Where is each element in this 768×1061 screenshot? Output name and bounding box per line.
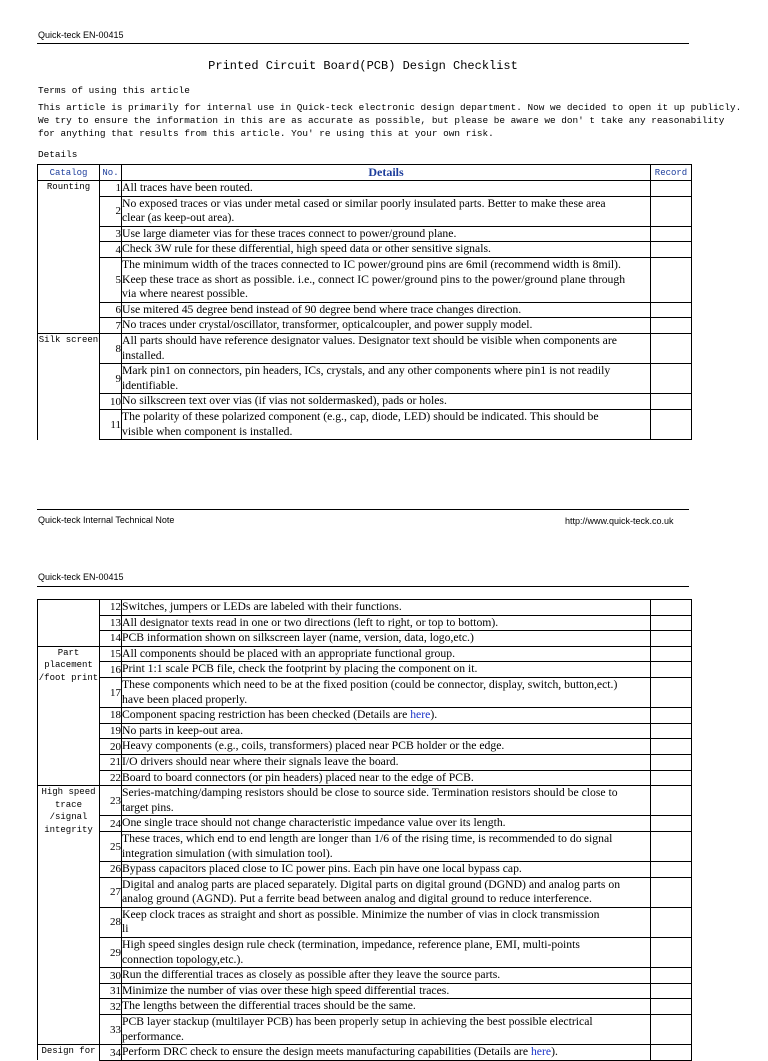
catalog-cell xyxy=(38,600,100,647)
record-cell[interactable] xyxy=(651,938,692,968)
table-row xyxy=(38,181,692,197)
record-cell[interactable] xyxy=(651,677,692,707)
record-cell[interactable] xyxy=(651,333,692,363)
item-detail xyxy=(122,754,651,770)
table-row xyxy=(38,1045,692,1061)
item-number: 3 xyxy=(100,226,122,242)
detail-line: No traces under crystal/oscillator, transformer, opticalcoupler, and power supply model. xyxy=(122,318,533,332)
detail-line: All components should be placed with an appropriate functional group. xyxy=(122,646,456,660)
item-detail xyxy=(122,181,651,197)
detail-line: identifiable. xyxy=(122,378,179,392)
item-number: 9 xyxy=(100,364,122,394)
record-cell[interactable] xyxy=(651,646,692,662)
table-row xyxy=(38,242,692,258)
detail-line: target pins. xyxy=(122,800,174,814)
item-detail xyxy=(122,723,651,739)
detail-line: integration simulation (with simulation tool). xyxy=(122,846,333,860)
item-detail xyxy=(122,968,651,984)
item-number: 6 xyxy=(100,302,122,318)
detail-line: Use large diameter vias for these traces connect to power/ground plane. xyxy=(122,226,457,240)
record-cell[interactable] xyxy=(651,862,692,878)
item-detail xyxy=(122,1045,651,1061)
item-detail xyxy=(122,615,651,631)
catalog-label: /signal xyxy=(49,812,88,823)
item-detail xyxy=(122,646,651,662)
record-cell[interactable] xyxy=(651,770,692,786)
intro-line-1: This article is primarily for internal use in Quick-teck electronic design department. Now we decided to open it up publicly. xyxy=(38,102,742,113)
item-number: 4 xyxy=(100,242,122,258)
item-number: 25 xyxy=(100,831,122,861)
item-number: 11 xyxy=(100,409,122,439)
record-cell[interactable] xyxy=(651,662,692,678)
detail-line: Bypass capacitors placed close to IC power pins. Each pin have one local bypass cap. xyxy=(122,862,522,876)
detail-line: Keep these trace as short as possible. i.e., connect IC power/ground pins to the power/ground plane through xyxy=(122,272,626,286)
record-cell[interactable] xyxy=(651,181,692,197)
catalog-cell xyxy=(38,1045,100,1061)
column-header-record: Record xyxy=(651,165,692,181)
detail-line: Digital and analog parts are placed separately. Digital parts on digital ground (DGND) and analog parts on xyxy=(122,877,621,891)
table-row xyxy=(38,615,692,631)
table-row xyxy=(38,318,692,334)
item-number: 16 xyxy=(100,662,122,678)
item-detail xyxy=(122,770,651,786)
checklist-table-page2 xyxy=(37,599,692,1061)
detail-line: PCB information shown on silkscreen layer (name, version, data, logo,etc.) xyxy=(122,631,474,645)
item-number: 10 xyxy=(100,394,122,410)
header-rule-page2 xyxy=(37,586,689,587)
table-row xyxy=(38,333,692,363)
catalog-label: Rounting xyxy=(46,182,91,192)
table-row xyxy=(38,816,692,832)
item-detail xyxy=(122,257,651,302)
record-cell[interactable] xyxy=(651,739,692,755)
record-cell[interactable] xyxy=(651,1015,692,1045)
table-row xyxy=(38,831,692,861)
record-cell[interactable] xyxy=(651,831,692,861)
detail-line: One single trace should not change characteristic impedance value over its length. xyxy=(122,816,506,830)
record-cell[interactable] xyxy=(651,257,692,302)
record-cell[interactable] xyxy=(651,242,692,258)
item-number: 24 xyxy=(100,816,122,832)
catalog-label: Silk screen xyxy=(38,334,99,345)
item-number: 18 xyxy=(100,708,122,724)
catalog-label: placement xyxy=(44,660,93,671)
item-detail xyxy=(122,1015,651,1045)
table-row xyxy=(38,394,692,410)
record-cell[interactable] xyxy=(651,409,692,439)
item-number: 15 xyxy=(100,646,122,662)
record-cell[interactable] xyxy=(651,877,692,907)
detail-line: I/O drivers should near where their signals leave the board. xyxy=(122,754,399,768)
detail-line: All parts should have reference designator values. Designator text should be visible when components are xyxy=(122,333,617,347)
record-cell[interactable] xyxy=(651,968,692,984)
record-cell[interactable] xyxy=(651,708,692,724)
detail-line: All traces have been routed. xyxy=(122,181,253,194)
detail-line: analog ground (AGND). Put a ferrite bead between analog and digital ground to reduce interference. xyxy=(122,892,592,906)
item-detail xyxy=(122,333,651,363)
item-number: 22 xyxy=(100,770,122,786)
table-row xyxy=(38,600,692,616)
details-heading: Details xyxy=(38,149,78,160)
item-number: 30 xyxy=(100,968,122,984)
item-detail xyxy=(122,708,651,724)
item-number: 12 xyxy=(100,600,122,616)
item-detail xyxy=(122,907,651,937)
table-row xyxy=(38,409,692,439)
table-row xyxy=(38,983,692,999)
detail-line-end: ). xyxy=(551,1045,558,1059)
item-number: 14 xyxy=(100,631,122,647)
table-row xyxy=(38,226,692,242)
detail-line: connection topology,etc.). xyxy=(122,952,244,966)
footer-url-text: http://www.quick-teck.co.uk xyxy=(565,516,674,526)
catalog-cell xyxy=(38,786,100,1045)
detail-line: Minimize the number of vias over these high speed differential traces. xyxy=(122,983,450,997)
detail-line: The polarity of these polarized component (e.g., cap, diode, LED) should be indicated. This should be xyxy=(122,409,599,423)
table-row xyxy=(38,631,692,647)
detail-line: Use mitered 45 degree bend instead of 90 degree bend where trace changes direction. xyxy=(122,302,522,316)
table-row xyxy=(38,302,692,318)
table-row xyxy=(38,786,692,816)
detail-line: All designator texts read in one or two directions (left to right, or top to bottom). xyxy=(122,615,499,629)
detail-line: Perform DRC check to ensure the design meets manufacturing capabilities (Details are here). xyxy=(122,1045,558,1059)
detail-line: The lengths between the differential traces should be the same. xyxy=(122,999,416,1013)
record-cell[interactable] xyxy=(651,1045,692,1061)
item-detail xyxy=(122,999,651,1015)
item-number: 29 xyxy=(100,938,122,968)
item-detail xyxy=(122,302,651,318)
item-number: 27 xyxy=(100,877,122,907)
record-cell[interactable] xyxy=(651,615,692,631)
table-row xyxy=(38,196,692,226)
table-row xyxy=(38,999,692,1015)
record-cell[interactable] xyxy=(651,318,692,334)
item-detail xyxy=(122,318,651,334)
item-detail xyxy=(122,983,651,999)
item-detail xyxy=(122,226,651,242)
record-cell[interactable] xyxy=(651,754,692,770)
record-cell[interactable] xyxy=(651,226,692,242)
detail-line: Print 1:1 scale PCB file, check the footprint by placing the component on it. xyxy=(122,662,478,676)
table-row xyxy=(38,968,692,984)
item-number: 34 xyxy=(100,1045,122,1061)
catalog-cell xyxy=(38,646,100,785)
item-detail xyxy=(122,816,651,832)
detail-line: Mark pin1 on connectors, pin headers, ICs, crystals, and any other components where pin1 is not readily xyxy=(122,364,611,378)
catalog-label: High speed xyxy=(41,787,96,798)
item-detail xyxy=(122,862,651,878)
detail-line: No parts in keep-out area. xyxy=(122,723,244,737)
item-number: 17 xyxy=(100,677,122,707)
item-detail xyxy=(122,631,651,647)
item-detail xyxy=(122,409,651,439)
item-number: 19 xyxy=(100,723,122,739)
detail-line: Switches, jumpers or LEDs are labeled with their functions. xyxy=(122,600,402,613)
record-cell[interactable] xyxy=(651,907,692,937)
table-row xyxy=(38,877,692,907)
item-detail xyxy=(122,662,651,678)
table-row xyxy=(38,708,692,724)
item-detail xyxy=(122,364,651,394)
detail-line: Component spacing restriction has been checked (Details are here). xyxy=(122,708,438,722)
detail-line: Series-matching/damping resistors should be close to source side. Termination resistors should be close to xyxy=(122,786,618,800)
item-number: 26 xyxy=(100,862,122,878)
record-cell[interactable] xyxy=(651,631,692,647)
catalog-label: integrity xyxy=(44,824,93,835)
detail-line: li xyxy=(122,922,129,936)
item-number: 32 xyxy=(100,999,122,1015)
table-row xyxy=(38,646,692,662)
footer-left-text: Quick-teck Internal Technical Note xyxy=(38,515,175,525)
detail-line: performance. xyxy=(122,1029,184,1043)
detail-line: No exposed traces or vias under metal cased or similar poorly insulated parts. Better to make these area xyxy=(122,196,606,210)
item-number: 1 xyxy=(100,181,122,197)
column-header-catalog: Catalog xyxy=(38,165,100,181)
item-number: 33 xyxy=(100,1015,122,1045)
detail-line: The minimum width of the traces connected to IC power/ground pins are 6mil (recommend width is 8mil). xyxy=(122,257,621,271)
catalog-cell xyxy=(38,333,100,439)
table-row xyxy=(38,1015,692,1045)
record-cell[interactable] xyxy=(651,364,692,394)
item-detail xyxy=(122,831,651,861)
table-row xyxy=(38,862,692,878)
item-number: 20 xyxy=(100,739,122,755)
detail-line: No silkscreen text over vias (if vias not soldermasked), pads or holes. xyxy=(122,394,447,408)
details-here-link[interactable]: here xyxy=(530,1045,552,1059)
item-detail xyxy=(122,877,651,907)
doc-id-header-page2: Quick-teck EN-00415 xyxy=(38,572,124,582)
item-number: 2 xyxy=(100,196,122,226)
record-cell[interactable] xyxy=(651,816,692,832)
record-cell[interactable] xyxy=(651,786,692,816)
detail-line: Board to board connectors (or pin headers) placed near to the edge of PCB. xyxy=(122,770,474,784)
record-cell[interactable] xyxy=(651,600,692,616)
item-detail xyxy=(122,394,651,410)
footer-rule xyxy=(37,509,689,510)
catalog-cell xyxy=(38,181,100,334)
catalog-label: Design for xyxy=(41,1046,96,1057)
record-cell[interactable] xyxy=(651,394,692,410)
terms-heading: Terms of using this article xyxy=(38,85,190,96)
column-header-details: Details xyxy=(122,165,651,181)
table-row xyxy=(38,364,692,394)
item-number: 23 xyxy=(100,786,122,816)
detail-line: Heavy components (e.g., coils, transformers) placed near PCB holder or the edge. xyxy=(122,739,505,753)
record-cell[interactable] xyxy=(651,302,692,318)
item-number: 7 xyxy=(100,318,122,334)
item-number: 13 xyxy=(100,615,122,631)
detail-line: visible when component is installed. xyxy=(122,424,293,438)
item-number: 31 xyxy=(100,983,122,999)
detail-line: clear (as keep-out area). xyxy=(122,211,235,225)
detail-line: High speed singles design rule check (termination, impedance, reference plane, EMI, multi-points xyxy=(122,938,580,952)
doc-id-header: Quick-teck EN-00415 xyxy=(38,30,124,40)
detail-line: Check 3W rule for these differential, high speed data or other sensitive signals. xyxy=(122,242,491,256)
catalog-label: /foot print xyxy=(38,672,99,683)
detail-line: installed. xyxy=(122,348,165,362)
catalog-label: Part xyxy=(57,647,80,658)
detail-line: Keep clock traces as straight and short as possible. Minimize the number of vias in clock transmission xyxy=(122,907,600,921)
detail-line: have been placed properly. xyxy=(122,692,248,706)
record-cell[interactable] xyxy=(651,983,692,999)
table-row xyxy=(38,754,692,770)
item-number: 21 xyxy=(100,754,122,770)
table-row xyxy=(38,907,692,937)
item-detail xyxy=(122,196,651,226)
detail-line: PCB layer stackup (multilayer PCB) has been properly setup in achieving the best possible electrical xyxy=(122,1015,593,1029)
checklist-table-page1 xyxy=(37,164,692,440)
page-title: Printed Circuit Board(PCB) Design Checklist xyxy=(208,59,518,73)
detail-line: These traces, which end to end length are longer than 1/6 of the rising time, is recommended to do signal xyxy=(122,831,613,845)
catalog-label: trace xyxy=(54,799,82,810)
table-row xyxy=(38,938,692,968)
detail-line: These components which need to be at the fixed position (could be connector, display, switch, button,ect.) xyxy=(122,677,618,691)
table-row xyxy=(38,770,692,786)
table-row xyxy=(38,662,692,678)
detail-line-end: ). xyxy=(430,708,438,722)
item-detail xyxy=(122,677,651,707)
item-detail xyxy=(122,242,651,258)
table-row xyxy=(38,723,692,739)
detail-line: Run the differential traces as closely as possible after they leave the source parts. xyxy=(122,968,501,982)
table-row xyxy=(38,677,692,707)
item-detail xyxy=(122,739,651,755)
table-row xyxy=(38,257,692,302)
details-here-link[interactable]: here xyxy=(410,708,431,722)
item-detail xyxy=(122,786,651,816)
table-row xyxy=(38,739,692,755)
intro-line-2: We try to ensure the information in this are as accurate as possible, but please be aware we don' t take any reasonability xyxy=(38,115,725,126)
item-number: 5 xyxy=(100,257,122,302)
item-number: 28 xyxy=(100,907,122,937)
item-detail xyxy=(122,938,651,968)
intro-line-3: for anything that results from this article. You' re using this at your own risk. xyxy=(38,128,494,139)
column-header-no: No. xyxy=(100,165,122,181)
record-cell[interactable] xyxy=(651,723,692,739)
record-cell[interactable] xyxy=(651,999,692,1015)
record-cell[interactable] xyxy=(651,196,692,226)
detail-line: via where nearest possible. xyxy=(122,287,248,301)
header-rule xyxy=(37,43,689,44)
item-detail xyxy=(122,600,651,616)
item-number: 8 xyxy=(100,333,122,363)
